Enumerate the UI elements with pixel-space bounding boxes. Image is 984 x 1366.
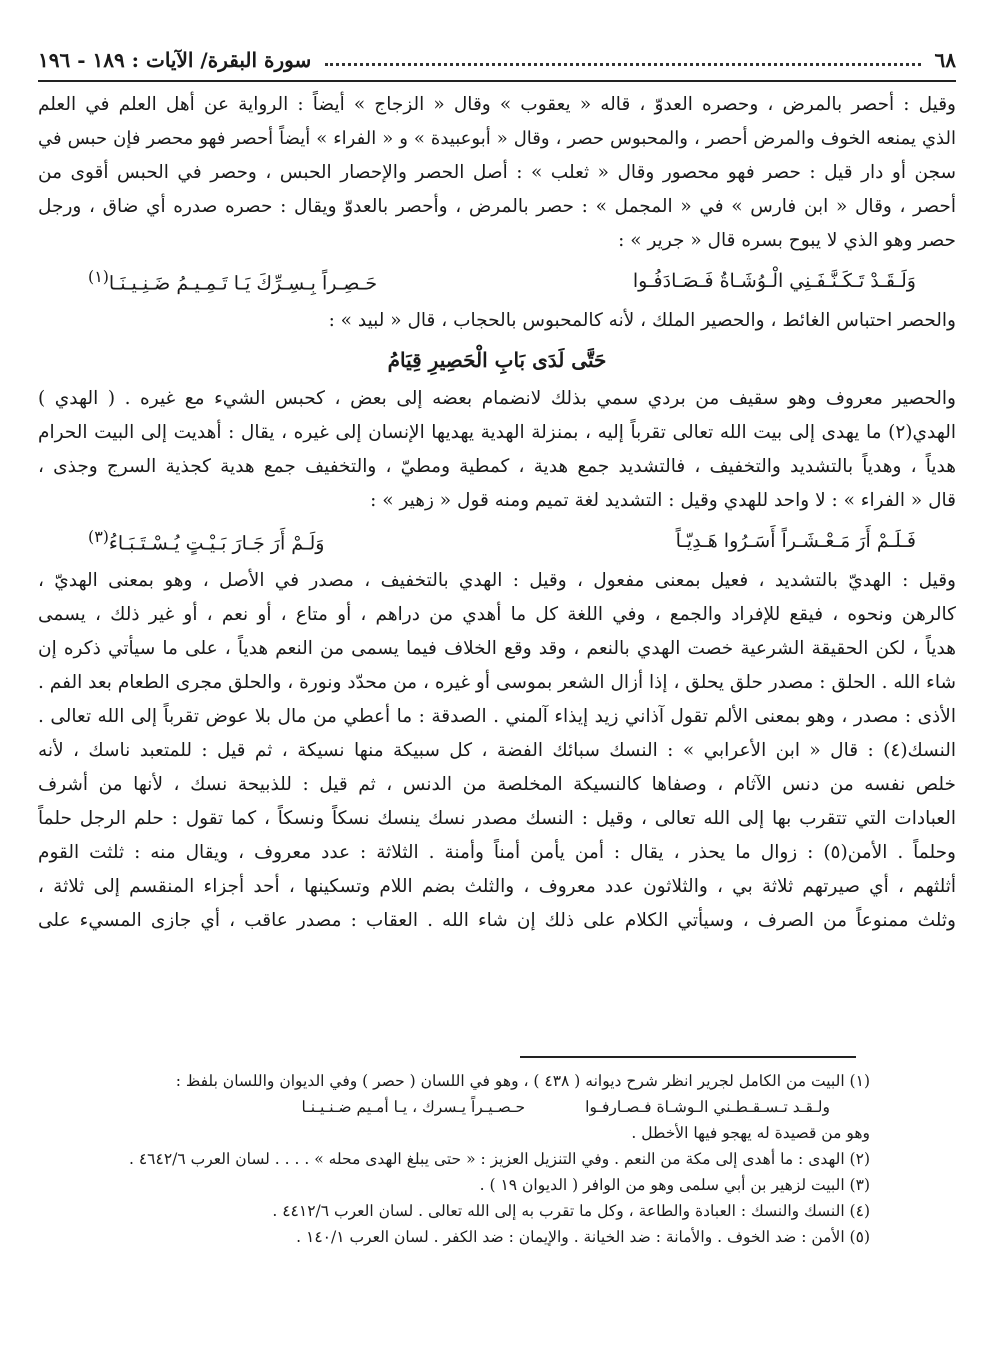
text-line: الذي يمنعه الخوف والمرض أحصر ، والمحبوس حصر ، وقال « أبوعبيدة » و « الفراء » أيضاً أحصر فهو محصر فإن حبس في — [38, 128, 956, 149]
text-line: الأذى : مصدر ، وهو بمعنى الألم تقول آذاني زيد إيذاء آلمني . الصدقة : ما أعطي من مال بلا عوض تقرباً إلى الله تعالى . — [38, 706, 956, 727]
poetry-verse — [38, 258, 956, 304]
text-line: والحصر احتباس الغائط ، والحصير الملك ، لأنه كالمحبوس بالحجاب ، قال « لبيد » : — [328, 310, 956, 331]
text-line: حصر وهو الذي لا يبوح بسره قال « جرير » : — [618, 230, 956, 251]
text-line: شاء الله . الحلق : مصدر حلق يحلق ، إذا أزال الشعر بموسى أو غيره ، من محدّد ونورة ، والحلق مجرى الطعام بعد الفم . — [38, 672, 956, 693]
text-line: وحلماً . الأمن(٥) : زوال ما يحذر ، يقال : أمن يأمن أمناً وأمنة . الثلاثة : عدد معروف ، ويقال منه : ثلثت القوم — [38, 842, 956, 863]
footnote-verse-second-hemistich: حـصـيـراً يـسرك ، يـا أمـيم ضـنـيـنـا — [301, 1098, 526, 1116]
text-line: كالرهن ونحوه ، فيقع للإفراد والجمع ، وفي اللغة كل ما أهدي من دراهم ، أو متاع ، أو نعم ، أو غير ذلك ، يسمى — [38, 604, 956, 625]
footnote-3: (٣) البيت لزهير بن أبي سلمى وهو من الوافر ( الديوان ١٩ ) . — [479, 1176, 870, 1194]
text-line: هدياً ، وهدياً بالتشديد والتخفيف ، فالتشديد جمع هدية ، كمطية ومطيّ ، والتخفيف جمع هدية كجذية السرج وجذى ، — [38, 456, 956, 477]
verse-second-hemistich: وَلَـمْ أَرَ جَـارَ بَـيْـتٍ يُـسْـتَـبَـاءُ — [108, 532, 325, 555]
text-line: النسك(٤) : قال « ابن الأعرابي » : النسك سبائك الفضة ، كل سبيكة منها نسيكة ، ثم قيل : للمتعبد ناسك ، لأنه — [38, 740, 956, 761]
text-line: أثلثهم ، أي صيرتهم ثلاثة بي ، والثلاثون عدد معروف ، والثلث بضم اللام وتسكينها ، أحد أجزاء المنقسم إلى ثلاثة ، — [38, 876, 956, 897]
verse-first-hemistich: فَـلَـمْ أَرَ مَـعْـشَـراً أَسَـرُوا هَـدِيّـاً — [675, 530, 916, 552]
footnote-1-verse — [110, 1094, 870, 1120]
poetry-verse-centered: حَتَّى لَدَى بَابِ الْحَصِيرِ قِيَامُ — [387, 348, 607, 372]
text-line: وثلث ممنوعاً من الصرف ، وسيأتي الكلام على ذلك إن شاء الله . العقاب : مصدر عاقب ، أي جازى المسيء على — [38, 910, 956, 931]
page-number: ٦٨ — [934, 48, 956, 72]
text-line: أحصر ، وقال « ابن فارس » في « المجمل » : حصر بالمرض ، وأحصر بالعدوّ ويقال : حصره صدره أي ضاق ، ورجل — [38, 196, 956, 217]
footnotes — [110, 1068, 870, 1250]
text-line: خلص نفسه من دنس الآثام ، وصفاها كالنسيكة المخلصة من الدنس ، ثم قيل : للذبيحة نسك ، لأنها من أشرف — [38, 774, 956, 795]
verse-second-hemistich-group — [88, 527, 324, 554]
footnote-verse-first-hemistich: ولـقـد تـسـقـطـني الـوشـاة فـصـارفـوا — [585, 1098, 830, 1116]
text-line: الهدي(٢) ما يهدى إلى بيت الله تعالى تقرباً إليه ، بمنزلة الهدية يهديها الإنسان إلى غيره ، يقال : أهديت إلى البيت الحرام — [38, 422, 956, 443]
poetry-verse — [38, 518, 956, 564]
footnote-marker: (١) — [88, 267, 109, 287]
header-dot-leader — [325, 63, 920, 66]
main-text — [38, 88, 956, 938]
footnote-4: (٤) النسك والنسك : العبادة والطاعة ، وكل ما تقرب به إلى الله تعالى . لسان العرب ٤٤١٢/٦ . — [272, 1202, 870, 1220]
text-line: والحصير معروف وهو سقيف من بردي سمي بذلك لانضمام بعضه إلى بعض ، كحبس الشيء مع غيره . ( الهدي ) — [38, 388, 956, 409]
text-line: سجن أو دار قيل : حصر فهو محصور وقال « ثعلب » : أصل الحصر والإحصار الحبس ، وحصر في الحبس أقوى من — [38, 162, 956, 183]
footnote-2: (٢) الهدى : ما أهدى إلى مكة من النعم . وفي التنزيل العزيز : « حتى يبلغ الهدى محله » . . . . لسان العرب ٤٦٤٢/٦ . — [128, 1150, 870, 1168]
verse-second-hemistich: حَـصِـراً بِـسِـرِّكَ يَـا تَـمِـيـمُ ضَـنِـيـنَـا — [108, 272, 378, 295]
footnote-5: (٥) الأمن : ضد الخوف . والأمانة : ضد الخيانة . والإيمان : ضد الكفر . لسان العرب ١٤٠/١ . — [296, 1228, 870, 1246]
verse-first-hemistich: وَلَـقَـدْ تَـكَـنَّـفَـنِي الْـوُشَـاةُ فَـصَـادَفُـوا — [632, 270, 916, 292]
text-line: وقيل : أحصر بالمرض ، وحصره العدوّ ، قاله « يعقوب » وقال « الزجاج » أيضاً : الرواية عن أهل العلم في العلم — [38, 94, 956, 115]
footnote-1: (١) البيت من الكامل لجرير انظر شرح ديوانه ( ٤٣٨ ) ، وهو في اللسان ( حصر ) وفي الديوان واللسان بلفظ : — [175, 1072, 870, 1090]
running-title: سورة البقرة/ الآيات : ١٨٩ - ١٩٦ — [38, 48, 312, 72]
text-line: وقيل : الهديّ بالتشديد ، فعيل بمعنى مفعول ، وقيل : الهدي بالتخفيف ، مصدر في الأصل ، وهو بمعنى الهديّ ، — [38, 570, 956, 591]
footnote-1-tail: وهو من قصيدة له يهجو فيها الأخطل . — [631, 1124, 870, 1142]
text-line: قال « الفراء » : لا واحد للهدي وقيل : التشديد لغة تميم ومنه قول « زهير » : — [370, 490, 956, 511]
footnote-marker: (٣) — [88, 527, 109, 547]
page-header — [38, 40, 956, 82]
verse-second-hemistich-group — [88, 267, 377, 294]
footnote-separator — [520, 1056, 856, 1058]
text-line: العبادات التي تتقرب بها إلى الله تعالى ، وقيل : النسك مصدر نسك ينسك نسكاً ونسكاً ، كما تقول : حلم الرجل حلماً — [38, 808, 956, 829]
text-line: هدياً ، لكن الحقيقة الشرعية خصت الهدي بالنعم ، وقد وقع الخلاف فيما يسمى من النعم هدياً ، على ما سيأتي ذكره إن — [38, 638, 956, 659]
